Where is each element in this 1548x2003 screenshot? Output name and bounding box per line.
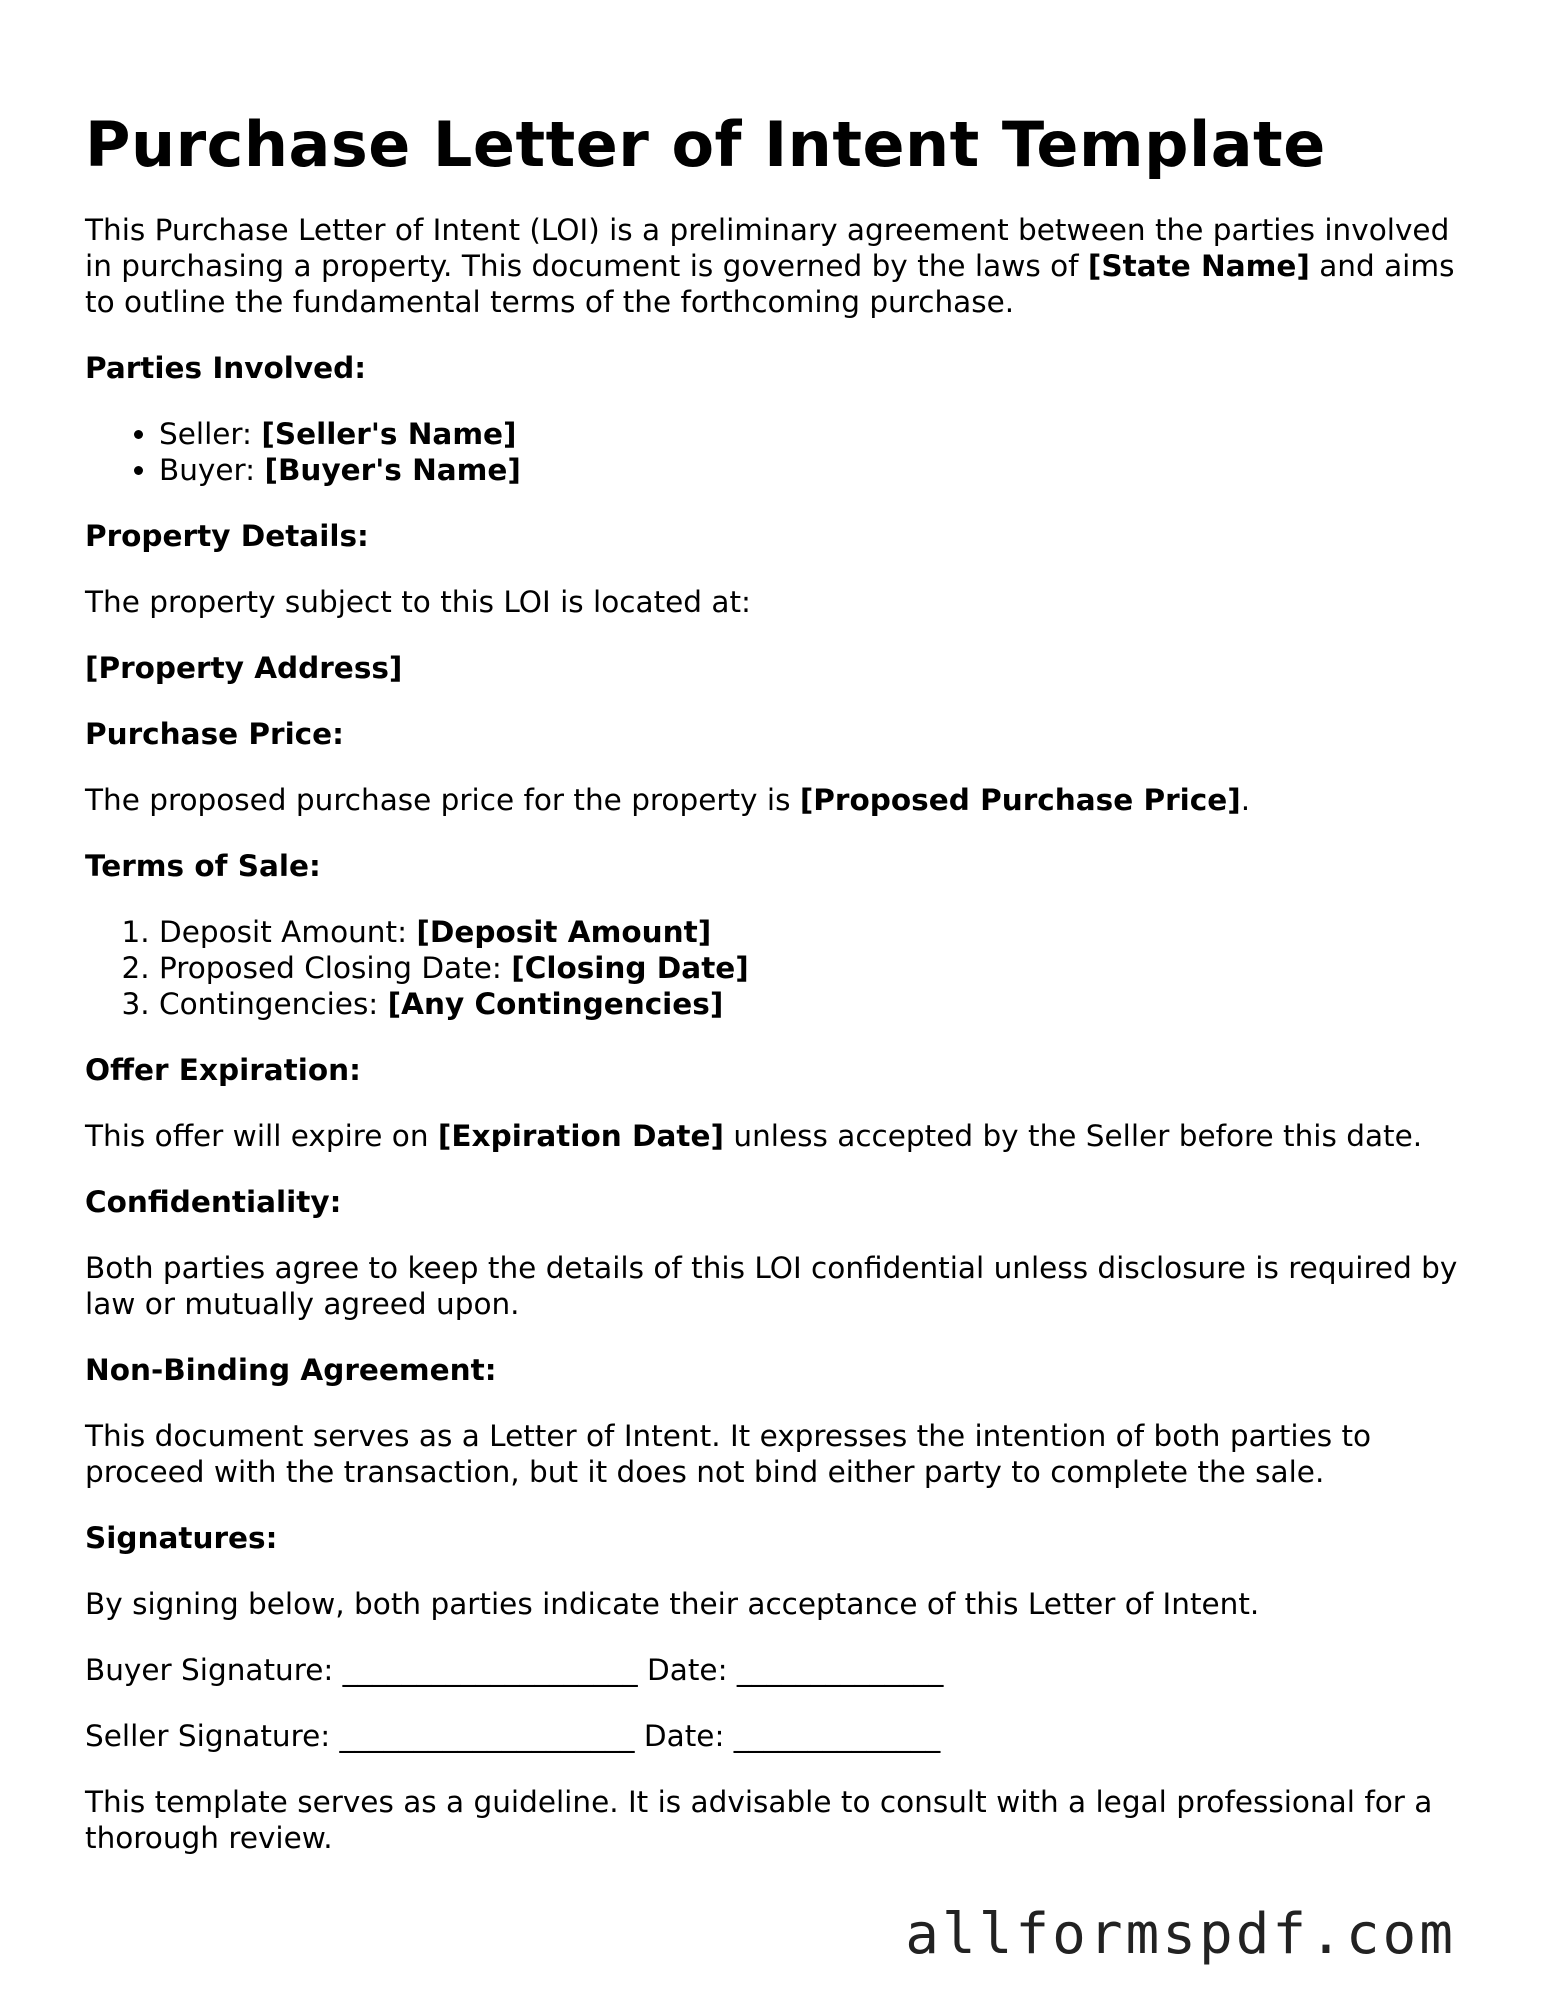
price-placeholder: [Proposed Purchase Price] — [799, 783, 1241, 817]
buyer-placeholder: [Buyer's Name] — [264, 453, 521, 487]
expiration-paragraph — [85, 1118, 1465, 1154]
parties-list — [85, 416, 1465, 488]
property-heading: Property Details: — [85, 519, 369, 553]
property-address-placeholder: [Property Address] — [85, 651, 403, 685]
seller-signature-line: Seller Signature: ____________________ Date: ______________ — [85, 1719, 941, 1753]
deposit-placeholder: [Deposit Amount] — [416, 915, 712, 949]
price-end: . — [1240, 783, 1251, 817]
property-text: The property subject to this LOI is located at: — [85, 585, 751, 619]
confidentiality-heading: Confidentiality: — [85, 1185, 342, 1219]
footer-note: This template serves as a guideline. It is advisable to consult with a legal professional for a thorough review. — [85, 1785, 1433, 1855]
list-item — [159, 452, 1465, 488]
expiration-heading: Offer Expiration: — [85, 1053, 361, 1087]
intro-text-a: This Purchase Letter of Intent (LOI) is a preliminary agreement between the parties involved in purchasing a property. This document is governed by the laws of — [85, 213, 1450, 283]
document-page — [85, 100, 1465, 1886]
expiration-placeholder: [Expiration Date] — [437, 1119, 725, 1153]
buyer-signature-line: Buyer Signature: ____________________ Date: ______________ — [85, 1653, 944, 1687]
nonbinding-heading: Non-Binding Agreement: — [85, 1353, 497, 1387]
signatures-text: By signing below, both parties indicate their acceptance of this Letter of Intent. — [85, 1587, 1260, 1621]
price-text: The proposed purchase price for the property is — [85, 783, 800, 817]
confidentiality-text: Both parties agree to keep the details of this LOI confidential unless disclosure is required by law or mutually agreed upon. — [85, 1251, 1458, 1321]
contingencies-placeholder: [Any Contingencies] — [387, 987, 724, 1021]
expiration-text-a: This offer will expire on — [85, 1119, 438, 1153]
terms-list — [85, 914, 1465, 1022]
expiration-text-b: unless accepted by the Seller before this date. — [724, 1119, 1423, 1153]
parties-heading: Parties Involved: — [85, 351, 367, 385]
list-item — [159, 416, 1465, 452]
watermark-logo: allformspdf.com — [905, 1902, 1456, 1967]
list-item — [159, 986, 1465, 1022]
price-heading: Purchase Price: — [85, 717, 344, 751]
deposit-label: Deposit Amount: — [159, 915, 417, 949]
terms-heading: Terms of Sale: — [85, 849, 321, 883]
buyer-label: Buyer: — [159, 453, 265, 487]
page-title: Purchase Letter of Intent Template — [85, 108, 1326, 181]
closing-date-label: Proposed Closing Date: — [159, 951, 512, 985]
nonbinding-text: This document serves as a Letter of Intent. It expresses the intention of both parties to proceed with the transaction, but it does not bind either party to complete the sale. — [85, 1419, 1372, 1489]
list-item — [159, 950, 1465, 986]
state-placeholder: [State Name] — [1087, 249, 1310, 283]
seller-label: Seller: — [159, 417, 262, 451]
intro-text-b: and aims to outline the fundamental terms of the forthcoming purchase. — [85, 249, 1455, 319]
seller-placeholder: [Seller's Name] — [261, 417, 517, 451]
list-item — [159, 914, 1465, 950]
closing-date-placeholder: [Closing Date] — [511, 951, 749, 985]
price-paragraph — [85, 782, 1465, 818]
intro-paragraph — [85, 212, 1465, 320]
signatures-heading: Signatures: — [85, 1521, 278, 1555]
contingencies-label: Contingencies: — [159, 987, 388, 1021]
